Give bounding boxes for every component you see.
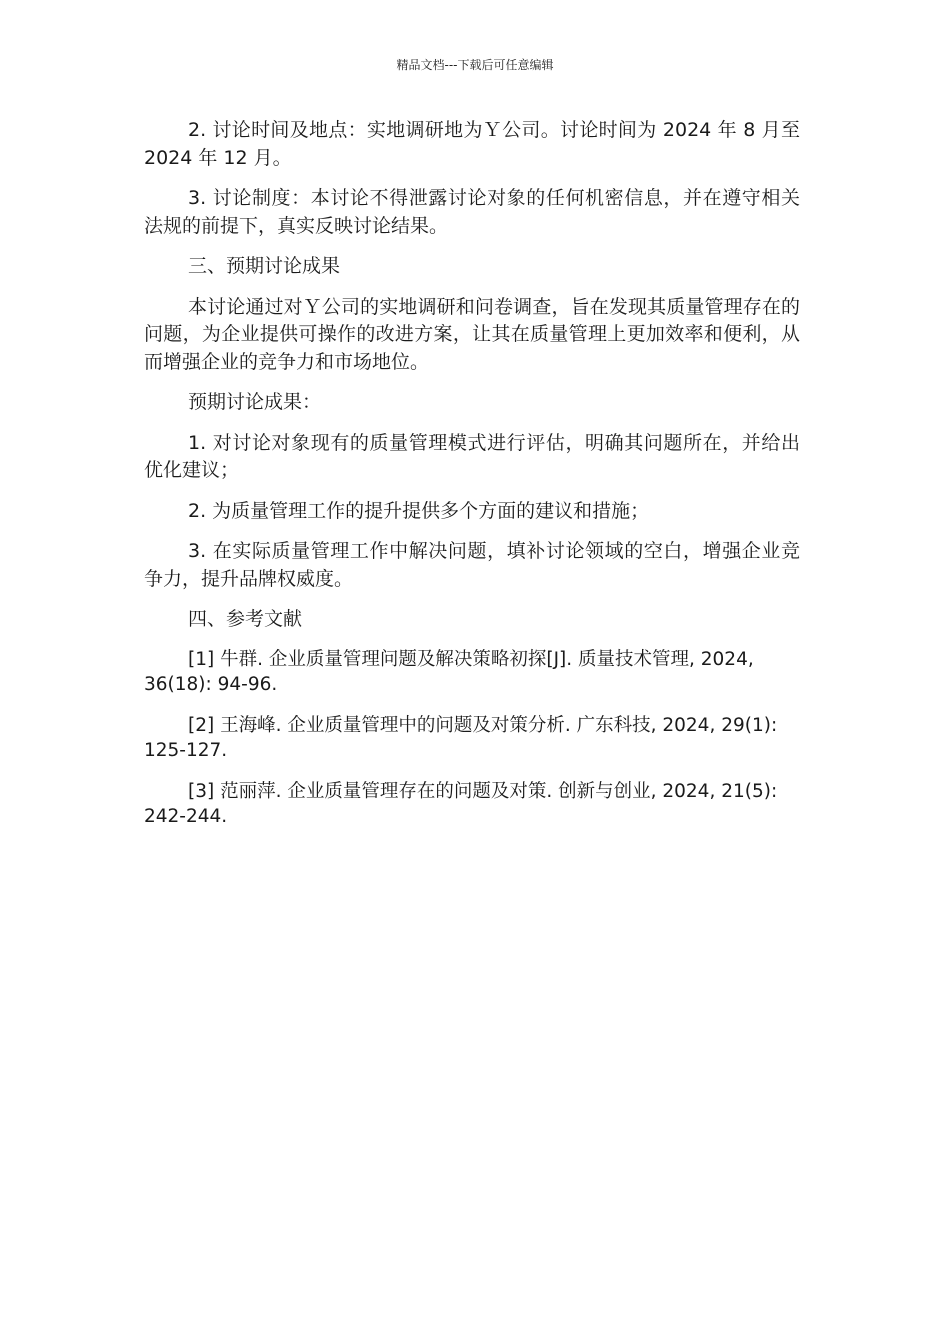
- paragraph-discussion-rules: 3. 讨论制度：本讨论不得泄露讨论对象的任何机密信息，并在遵守相关法规的前提下，真实反映讨论结果。: [144, 187, 800, 237]
- reference-item-1: [1] 牛群. 企业质量管理问题及解决策略初探[J]. 质量技术管理, 2024, 36(18): 94-96.: [144, 648, 754, 695]
- paragraph-expected-results-label: 预期讨论成果：: [188, 391, 322, 413]
- list-item-result-3: 3. 在实际质量管理工作中解决问题，填补讨论领域的空白，增强企业竞争力，提升品牌权威度。: [144, 540, 800, 590]
- section-heading-references: 四、参考文献: [188, 608, 303, 630]
- list-item-result-1: 1. 对讨论对象现有的质量管理模式进行评估，明确其问题所在，并给出优化建议；: [144, 431, 800, 481]
- reference-item-2: [2] 王海峰. 企业质量管理中的问题及对策分析. 广东科技, 2024, 29(1): 125-127.: [144, 714, 778, 761]
- document-body: [144, 117, 800, 845]
- list-item-result-2: 2. 为质量管理工作的提升提供多个方面的建议和措施；: [188, 499, 650, 522]
- page-header: 精品文档---下载后可任意编辑: [396, 58, 554, 72]
- paragraph-research-purpose: 本讨论通过对Ｙ公司的实地调研和问卷调查，旨在发现其质量管理存在的问题，为企业提供可操作的改进方案，让其在质量管理上更加效率和便利，从而增强企业的竞争力和市场地位。: [144, 295, 800, 373]
- paragraph-discussion-time-location: 2. 讨论时间及地点：实地调研地为Ｙ公司。讨论时间为 2024 年 8 月至 2024 年 12 月。: [144, 119, 800, 169]
- reference-item-3: [3] 范丽萍. 企业质量管理存在的问题及对策. 创新与创业, 2024, 21(5): 242-244.: [144, 780, 778, 827]
- section-heading-expected-results: 三、预期讨论成果: [188, 255, 341, 277]
